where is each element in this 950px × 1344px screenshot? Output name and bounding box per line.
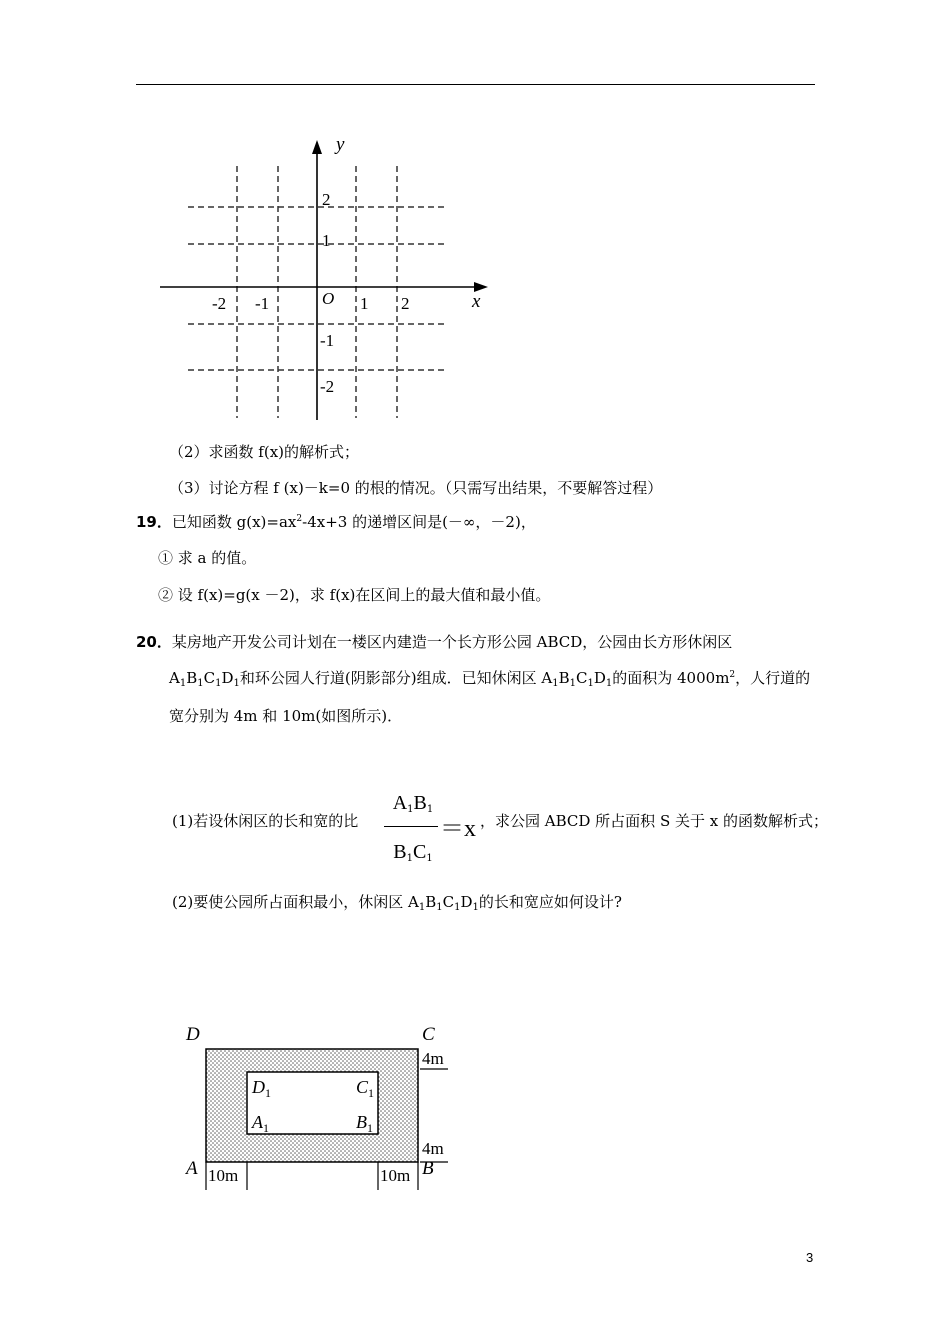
fraction-text: C (413, 841, 427, 863)
q20-text: D (593, 669, 606, 687)
q20-text: B (425, 893, 437, 911)
subscript: 1 (587, 678, 594, 689)
y-axis-arrow-icon (312, 140, 322, 154)
q19-item1: ① 求 a 的值。 (158, 549, 257, 567)
fraction-text: A (392, 792, 408, 814)
q19-exponent: 2 (296, 514, 303, 524)
coordinate-grid-figure (150, 130, 500, 425)
corner-label-B: B (422, 1158, 434, 1179)
inner-label-D1: $D_1$ (252, 1077, 271, 1100)
q20-part1-suffix: ，求公园 ABCD 所占面积 S 关于 x 的函数解析式； (480, 812, 828, 830)
q20-text: A (169, 669, 180, 687)
q20-text: B (558, 669, 570, 687)
subscript: 1 (472, 902, 479, 913)
fraction-text: B (413, 792, 427, 814)
x-axis-label: x (472, 291, 481, 312)
inner-label-B1: $B_1$ (356, 1112, 373, 1135)
subscript: 1 (197, 678, 204, 689)
q19-number: 19． (136, 513, 172, 531)
q20-line3: 宽分别为 4m 和 10m(如图所示)． (169, 707, 403, 725)
q20-line2 (169, 667, 810, 689)
subscript: 1 (407, 804, 414, 815)
y-tick-label: 2 (322, 190, 331, 209)
subscript: 1 (605, 678, 613, 689)
y-tick-label: -1 (320, 331, 335, 350)
corner-label-D: D (186, 1024, 200, 1045)
origin-label: O (322, 289, 335, 308)
subscript: 1 (418, 902, 426, 913)
superscript: 2 (729, 670, 736, 680)
x-tick-label: -1 (255, 294, 270, 313)
corner-label-C: C (422, 1024, 435, 1045)
subscript: 1 (552, 678, 559, 689)
q20-text: (2)要使公园所占面积最小，休闲区 A (172, 893, 419, 911)
q20-line1-text: 某房地产开发公司计划在一楼区内建造一个长方形公园 ABCD，公园由长方形休闲区 (171, 633, 733, 651)
q19-intro-text-cont: -4x+3 的递增区间是(－∞，－2)， (302, 513, 536, 531)
width-label-top: 4m (422, 1049, 444, 1068)
subscript: 1 (426, 853, 433, 864)
q20-text: ，人行道的 (735, 669, 811, 687)
corner-label-A: A (186, 1158, 198, 1179)
subscript: 1 (569, 678, 576, 689)
q18-part3: （3）讨论方程 f (x)－k=0 的根的情况。（只需写出结果，不要解答过程） (169, 479, 663, 497)
y-tick-label: 1 (322, 231, 331, 250)
q20-number: 20． (136, 633, 172, 651)
equals-x: ＝x (440, 816, 476, 842)
fraction-numerator (386, 792, 440, 815)
page-number: 3 (806, 1250, 814, 1265)
width-label-bottom: 4m (422, 1139, 444, 1158)
width-label-left: 10m (208, 1166, 239, 1185)
y-axis-label: y (336, 134, 345, 155)
width-label-right: 10m (380, 1166, 411, 1185)
fraction-text: B (393, 841, 407, 863)
subscript: 1 (215, 678, 222, 689)
q20-text: C (442, 893, 455, 911)
subscript: 1 (233, 678, 240, 689)
inner-label-A1: $A_1$ (252, 1112, 269, 1135)
x-tick-label: 2 (401, 294, 410, 313)
subscript: 1 (426, 804, 434, 815)
q19-item2: ② 设 f(x)=g(x －2)，求 f(x)在区间上的最大值和最小值。 (158, 586, 551, 604)
q20-text: 的面积为 4000m (612, 669, 730, 687)
q18-part2: （2）求函数 f(x)的解析式； (169, 443, 360, 461)
q20-text: C (203, 669, 216, 687)
q20-part2 (172, 891, 622, 913)
park-diagram (180, 1018, 470, 1196)
q20-text: C (575, 669, 588, 687)
fraction-bar (384, 826, 438, 827)
subscript: 1 (179, 678, 187, 689)
q20-text: B (186, 669, 198, 687)
q20-text: 的长和宽应如何设计? (478, 893, 622, 911)
fraction-denominator (386, 841, 440, 864)
q20-text: 和环公园人行道(阴影部分)组成．已知休闲区 A (239, 669, 553, 687)
x-tick-label: -2 (212, 294, 227, 313)
q19-intro (136, 511, 536, 532)
q19-intro-text: 已知函数 g(x)=ax (171, 513, 297, 531)
header-rule (136, 84, 815, 85)
inner-label-C1: $C_1$ (356, 1077, 375, 1100)
x-tick-label: 1 (360, 294, 369, 313)
q20-line1 (136, 631, 732, 652)
q20-text: D (460, 893, 473, 911)
subscript: 1 (454, 902, 461, 913)
q20-part1-prefix: (1)若设休闲区的长和宽的比 (172, 812, 359, 830)
y-tick-label: -2 (320, 377, 335, 396)
subscript: 1 (436, 902, 443, 913)
q20-text: D (221, 669, 234, 687)
subscript: 1 (406, 853, 413, 864)
